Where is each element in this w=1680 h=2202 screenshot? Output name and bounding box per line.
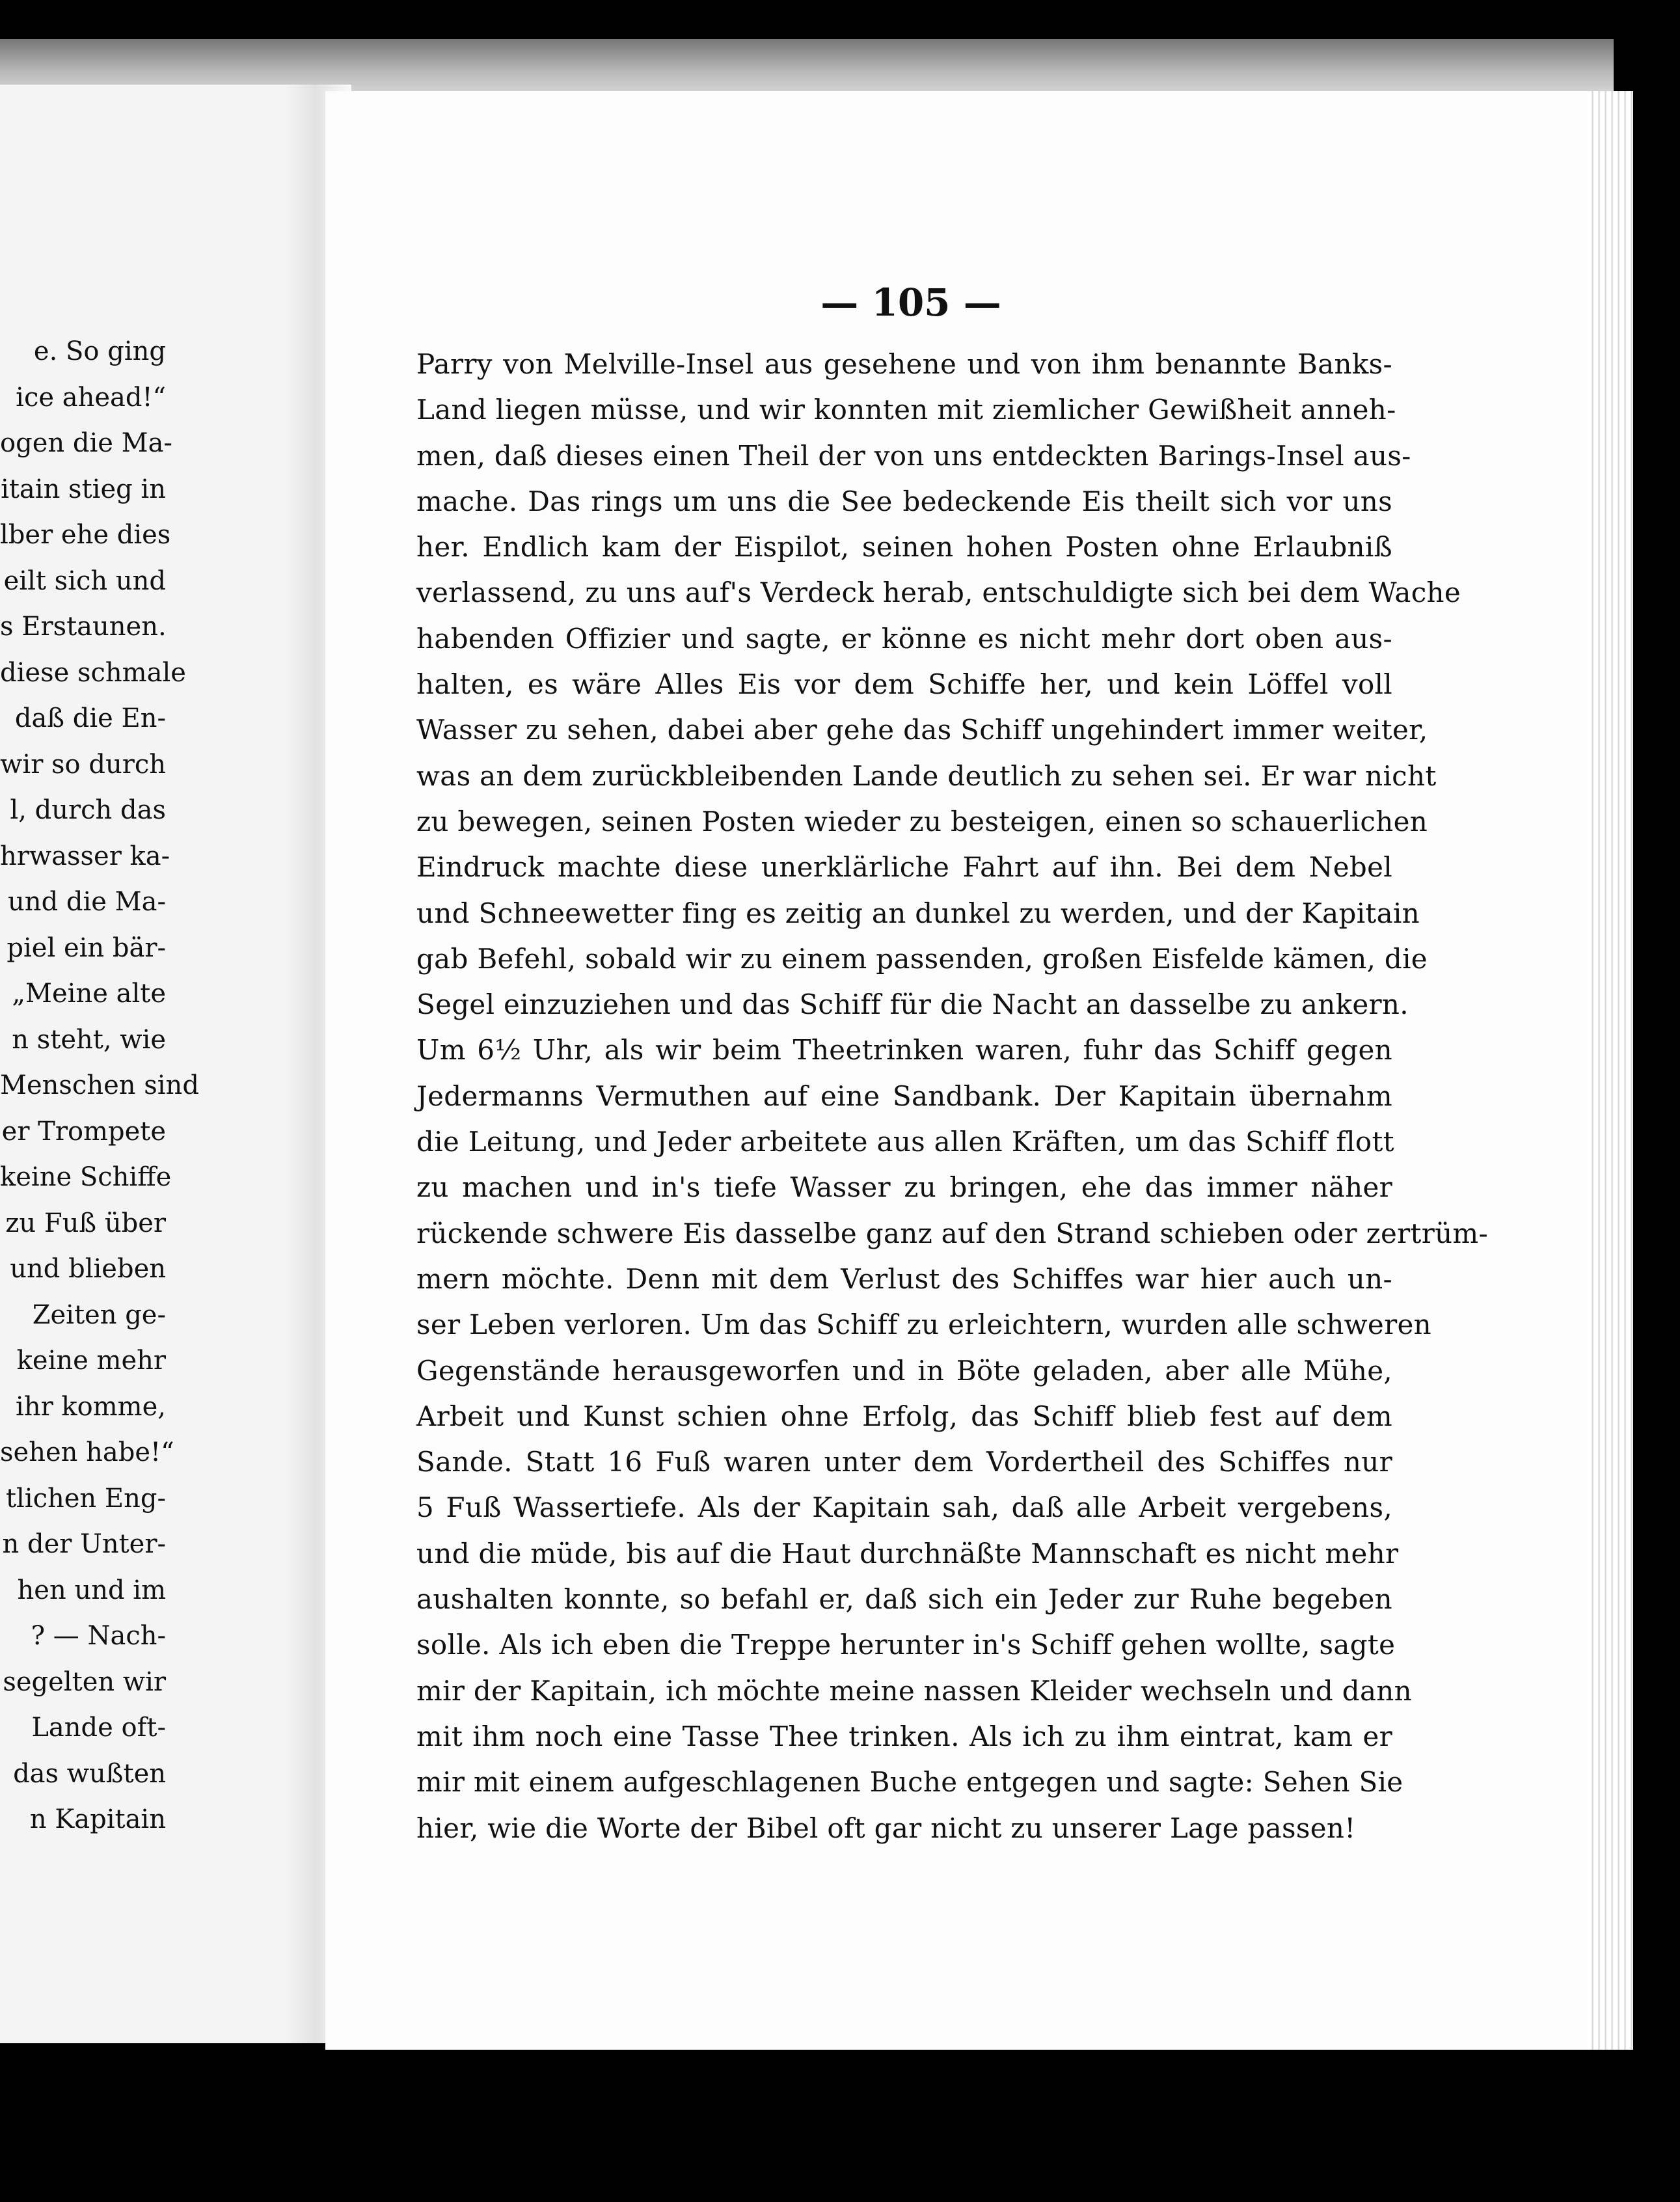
text-line: keine mehr — [16, 1346, 166, 1376]
text-line: n Kapitain — [29, 1804, 166, 1834]
text-line: Menschen sind — [0, 1070, 199, 1100]
text-line: ser Leben verloren. Um das Schiff zu erleichtern, wurden alle schweren — [416, 1309, 1431, 1341]
text-line: das wußten — [13, 1758, 166, 1789]
text-line: zu machen und in's tiefe Wasser zu bringen, ehe das immer näher — [416, 1171, 1392, 1204]
text-line: und blieben — [10, 1254, 166, 1284]
text-line: itain stieg in — [1, 474, 166, 504]
text-line: n steht, wie — [12, 1024, 166, 1055]
text-line: Sande. Statt 16 Fuß waren unter dem Vordertheil des Schiffes nur — [416, 1446, 1392, 1478]
text-line: habenden Offizier und sagte, er könne es nicht mehr dort oben aus- — [416, 622, 1392, 655]
text-line: und Schneewetter fing es zeitig an dunkel zu werden, und der Kapitain — [416, 897, 1420, 929]
text-line: lber ehe dies — [0, 520, 171, 550]
text-line: Wasser zu sehen, dabei aber gehe das Schiff ungehindert immer weiter, — [416, 714, 1428, 746]
text-line: und die müde, bis auf die Haut durchnäßte Mannschaft es nicht mehr — [416, 1537, 1399, 1570]
text-line: eilt sich und — [3, 565, 166, 596]
text-line: daß die En- — [14, 703, 166, 733]
text-line: wir so durch — [0, 749, 166, 780]
text-line: s Erstaunen. — [0, 612, 167, 642]
text-line: und die Ma- — [8, 887, 166, 917]
text-line: Zeiten ge- — [32, 1299, 166, 1330]
text-line: ihr komme, — [16, 1391, 166, 1422]
text-line: hier, wie die Worte der Bibel oft gar nicht zu unserer Lage passen! — [416, 1812, 1356, 1844]
text-line: solle. Als ich eben die Treppe herunter in's Schiff gehen wollte, sagte — [416, 1629, 1396, 1661]
text-line: sehen habe!“ — [0, 1437, 174, 1467]
right-page-body-text — [416, 342, 1489, 1851]
text-line: rückende schwere Eis dasselbe ganz auf den Strand schieben oder zertrüm- — [416, 1217, 1489, 1249]
text-line: hen und im — [17, 1575, 166, 1605]
text-line: mir mit einem aufgeschlagenen Buche entgegen und sagte: Sehen Sie — [416, 1766, 1403, 1799]
text-line: mit ihm noch eine Tasse Thee trinken. Als ich zu ihm eintrat, kam er — [416, 1720, 1392, 1752]
text-line: die Leitung, und Jeder arbeitete aus allen Kräften, um das Schiff flott — [416, 1126, 1394, 1158]
text-line: piel ein bär- — [7, 932, 166, 963]
text-line: diese schmale — [0, 657, 186, 688]
text-line: segelten wir — [3, 1666, 166, 1697]
text-line: ice ahead!“ — [16, 382, 166, 413]
text-line: Segel einzuziehen und das Schiff für die Nacht an dasselbe zu ankern. — [416, 988, 1409, 1021]
text-line: Gegenstände herausgeworfen und in Böte geladen, aber alle Mühe, — [416, 1354, 1392, 1387]
text-line: tlichen Eng- — [5, 1483, 166, 1514]
text-line: ogen die Ma- — [0, 428, 172, 458]
page-edges-stack — [1588, 91, 1633, 2050]
left-page-text-fragment — [0, 329, 199, 1843]
text-line: mache. Das rings um uns die See bedeckende Eis theilt sich vor uns — [416, 485, 1392, 517]
text-line: Arbeit und Kunst schien ohne Erfolg, das Schiff blieb fest auf dem — [416, 1400, 1392, 1432]
text-line: gab Befehl, sobald wir zu einem passenden, großen Eisfelde kämen, die — [416, 942, 1428, 975]
text-line: Eindruck machte diese unerklärliche Fahrt auf ihn. Bei dem Nebel — [416, 851, 1392, 884]
text-line: l, durch das — [10, 795, 166, 825]
text-line: ? — Nach- — [31, 1621, 166, 1651]
text-line: Lande oft- — [31, 1713, 166, 1743]
text-line: Um 6½ Uhr, als wir beim Theetrinken waren, fuhr das Schiff gegen — [416, 1034, 1392, 1067]
text-line: halten, es wäre Alles Eis vor dem Schiffe her, und kein Löffel voll — [416, 668, 1392, 701]
text-line: hrwasser ka- — [0, 841, 170, 871]
text-line: mir der Kapitain, ich möchte meine nassen Kleider wechseln und dann — [416, 1674, 1412, 1707]
text-line: keine Schiffe — [0, 1162, 172, 1192]
text-line: 5 Fuß Wassertiefe. Als der Kapitain sah, daß alle Arbeit vergebens, — [416, 1491, 1392, 1524]
text-line: er Trompete — [1, 1116, 166, 1147]
text-line: Land liegen müsse, und wir konnten mit ziemlicher Gewißheit anneh- — [416, 394, 1396, 426]
text-line: her. Endlich kam der Eispilot, seinen hohen Posten ohne Erlaubniß — [416, 531, 1392, 564]
text-line: aushalten konnte, so befahl er, daß sich ein Jeder zur Ruhe begeben — [416, 1583, 1392, 1616]
text-line: n der Unter- — [2, 1529, 166, 1559]
text-line: verlassend, zu uns auf's Verdeck herab, entschuldigte sich bei dem Wache — [416, 577, 1461, 609]
text-line: men, daß dieses einen Theil der von uns entdeckten Barings-Insel aus- — [416, 439, 1411, 472]
text-line: e. So ging — [33, 336, 166, 366]
text-line: zu bewegen, seinen Posten wieder zu besteigen, einen so schauerlichen — [416, 805, 1428, 837]
page-number: — 105 — — [820, 280, 1001, 325]
text-line: „Meine alte — [12, 979, 166, 1009]
text-line: Parry von Melville-Insel aus gesehene und von ihm benannte Banks- — [416, 348, 1392, 380]
text-line: zu Fuß über — [5, 1208, 166, 1238]
text-line: Jedermanns Vermuthen auf eine Sandbank. Der Kapitain übernahm — [416, 1080, 1392, 1112]
text-line: mern möchte. Denn mit dem Verlust des Schiffes war hier auch un- — [416, 1262, 1392, 1295]
text-line: was an dem zurückbleibenden Lande deutlich zu sehen sei. Er war nicht — [416, 759, 1437, 792]
